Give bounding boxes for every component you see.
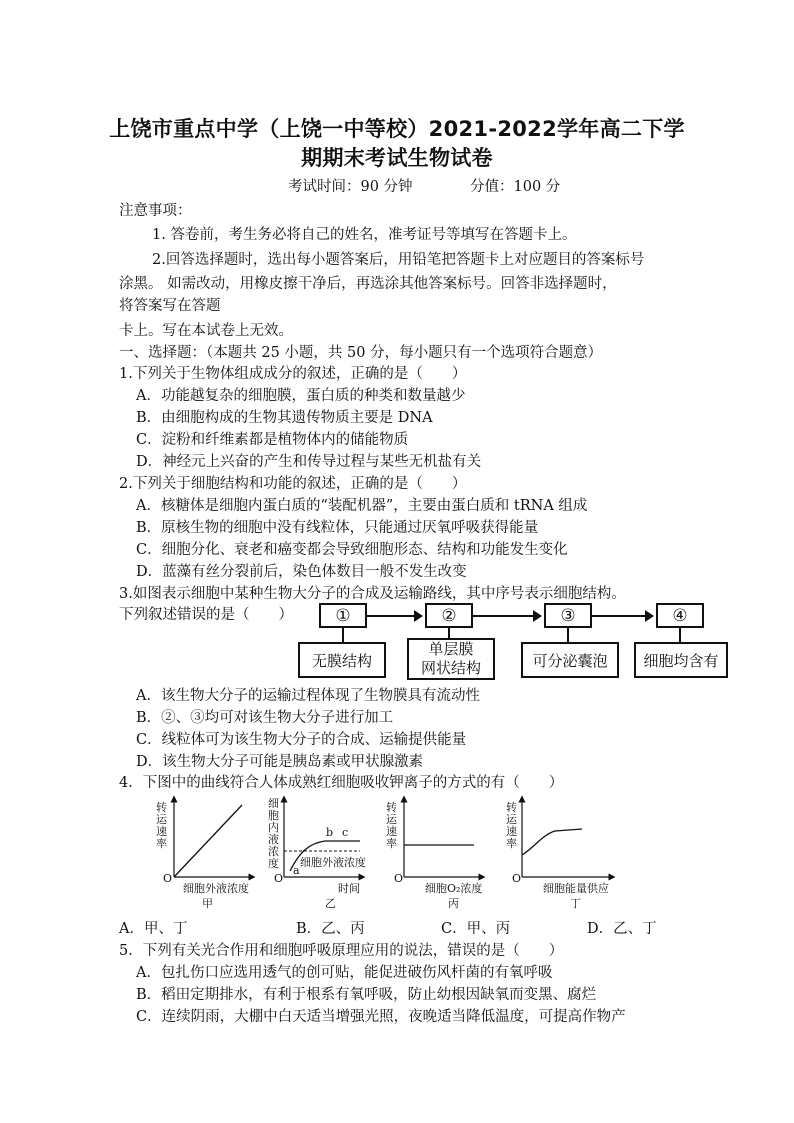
q1-option-c: C．淀粉和纤维素都是植物体内的储能物质 bbox=[136, 432, 409, 448]
graph-yi-point-c: c bbox=[342, 826, 349, 839]
graph-yi-point-b: b bbox=[326, 826, 334, 839]
graph-ding-ylabel: 转运速率 bbox=[506, 801, 517, 850]
flow-connector-4 bbox=[679, 628, 681, 642]
flow-node-3: ③ bbox=[544, 603, 592, 628]
q5-option-b: B．稻田定期排水，有利于根系有氧呼吸，防止幼根因缺氧而变黑、腐烂 bbox=[136, 987, 597, 1003]
q4-option-c: C．甲、丙 bbox=[441, 921, 511, 937]
graph-yi-ylabel: 细胞内液浓度 bbox=[268, 797, 279, 870]
graph-ding-name: 丁 bbox=[570, 897, 581, 910]
q3-stem-line-2: 下列叙述错误的是（ ） bbox=[119, 607, 293, 623]
note-2-line-4: 卡上。写在本试卷上无效。 bbox=[119, 323, 293, 339]
q2-option-a: A．核糖体是细胞内蛋白质的“装配机器”，主要由蛋白质和 tRNA 组成 bbox=[136, 498, 588, 514]
flow-connector-1 bbox=[342, 628, 344, 642]
flow-node-2: ② bbox=[425, 603, 473, 628]
q2-stem: 2.下列关于细胞结构和功能的叙述，正确的是（ ） bbox=[119, 476, 467, 492]
graph-ding-curve bbox=[522, 829, 582, 855]
note-2-line-1: 2.回答选择题时，选出每小题答案后，用铅笔把答题卡上对应题目的答案标号 bbox=[152, 252, 645, 268]
q1-stem: 1.下列关于生物体组成成分的叙述，正确的是（ ） bbox=[119, 366, 467, 382]
flow-arrow-3 bbox=[592, 615, 652, 617]
graph-yi-xlabel: 时间 bbox=[338, 882, 360, 895]
graph-ding-origin: O bbox=[512, 872, 522, 885]
flow-connector-2 bbox=[448, 628, 450, 638]
q1-option-d: D．神经元上兴奋的产生和传导过程与某些无机盐有关 bbox=[136, 454, 482, 470]
q1-option-a: A．功能越复杂的细胞膜，蛋白质的种类和数量越少 bbox=[136, 388, 466, 404]
note-1: 1. 答卷前，考生务必将自己的姓名，准考证号等填写在答题卡上。 bbox=[152, 227, 577, 243]
q2-option-b: B．原核生物的细胞中没有线粒体，只能通过厌氧呼吸获得能量 bbox=[136, 520, 539, 536]
q2-option-c: C．细胞分化、衰老和癌变都会导致细胞形态、结构和功能发生变化 bbox=[136, 542, 568, 558]
graph-bing-xlabel: 细胞O₂浓度 bbox=[425, 882, 483, 895]
graph-yi-point-a: a bbox=[293, 864, 300, 877]
graph-bing bbox=[404, 799, 482, 877]
flow-label-1: 无膜结构 bbox=[298, 642, 386, 678]
flow-connector-3 bbox=[567, 628, 569, 642]
graph-jia bbox=[174, 799, 252, 877]
exam-time: 考试时间：90 分钟 bbox=[288, 179, 413, 195]
graph-bing-ylabel: 转运速率 bbox=[386, 801, 397, 850]
graph-jia-curve bbox=[174, 805, 242, 877]
graph-ding bbox=[522, 799, 612, 877]
q5-option-c: C．连续阴雨，大棚中白天适当增强光照，夜晚适当降低温度，可提高作物产 bbox=[136, 1009, 626, 1025]
q4-stem: 4．下图中的曲线符合人体成熟红细胞吸收钾离子的方式的有（ ） bbox=[119, 775, 564, 791]
flow-node-1: ① bbox=[319, 603, 367, 628]
q5-option-a: A．包扎伤口应选用透气的创可贴，能促进破伤风杆菌的有氧呼吸 bbox=[136, 965, 553, 981]
notes-heading: 注意事项： bbox=[119, 203, 192, 219]
flow-label-2b: 网状结构 bbox=[420, 659, 481, 677]
graph-yi-name: 乙 bbox=[325, 897, 336, 910]
graph-ding-xlabel: 细胞能量供应 bbox=[543, 882, 609, 895]
graph-jia-name: 甲 bbox=[202, 897, 213, 910]
graph-jia-origin: O bbox=[163, 872, 173, 885]
graph-yi-dash-label: 细胞外液浓度 bbox=[300, 856, 366, 869]
graph-yi-origin: O bbox=[274, 872, 284, 885]
q1-option-b: B．由细胞构成的生物其遗传物质主要是 DNA bbox=[136, 410, 433, 426]
flow-arrow-1 bbox=[367, 615, 421, 617]
title-line-2: 期期末考试生物试卷 bbox=[301, 146, 493, 170]
flow-label-2a: 单层膜 bbox=[428, 640, 474, 658]
q5-stem: 5．下列有关光合作用和细胞呼吸原理应用的说法，错误的是（ ） bbox=[119, 943, 564, 959]
note-2-line-3: 将答案写在答题 bbox=[119, 298, 221, 314]
flow-label-4: 细胞均含有 bbox=[634, 642, 728, 678]
score: 分值：100 分 bbox=[470, 179, 561, 195]
q3-option-d: D．该生物大分子可能是胰岛素或甲状腺激素 bbox=[136, 754, 424, 770]
graph-bing-origin: O bbox=[394, 872, 404, 885]
flow-node-4: ④ bbox=[656, 603, 704, 628]
q4-option-b: B．乙、丙 bbox=[296, 921, 365, 937]
q4-option-a: A．甲、丁 bbox=[119, 921, 188, 937]
q3-option-a: A．该生物大分子的运输过程体现了生物膜具有流动性 bbox=[136, 688, 480, 704]
flow-label-2 bbox=[407, 638, 495, 680]
graph-jia-xlabel: 细胞外液浓度 bbox=[183, 882, 249, 895]
q4-option-d: D．乙、丁 bbox=[587, 921, 657, 937]
note-2-line-2: 涂黑。 如需改动，用橡皮擦干净后，再选涂其他答案标号。回答非选择题时， bbox=[119, 276, 617, 292]
q3-option-c: C．线粒体可为该生物大分子的合成、运输提供能量 bbox=[136, 732, 467, 748]
graph-bing-name: 丙 bbox=[448, 897, 459, 910]
q3-option-b: B．②、③均可对该生物大分子进行加工 bbox=[136, 710, 394, 726]
section-heading: 一、选择题：（本题共 25 小题，共 50 分，每小题只有一个选项符合题意） bbox=[119, 345, 603, 361]
q2-option-d: D．蓝藻有丝分裂前后，染色体数目一般不发生改变 bbox=[136, 564, 467, 580]
q3-stem-line-1: 3.如图表示细胞中某种生物大分子的合成及运输路线，其中序号表示细胞结构。 bbox=[119, 586, 626, 602]
flow-arrow-2 bbox=[473, 615, 540, 617]
graph-jia-ylabel: 转运速率 bbox=[156, 801, 167, 850]
flow-label-3: 可分泌囊泡 bbox=[521, 642, 619, 678]
title-line-1: 上饶市重点中学（上饶一中等校）2021-2022学年高二下学 bbox=[109, 117, 685, 141]
